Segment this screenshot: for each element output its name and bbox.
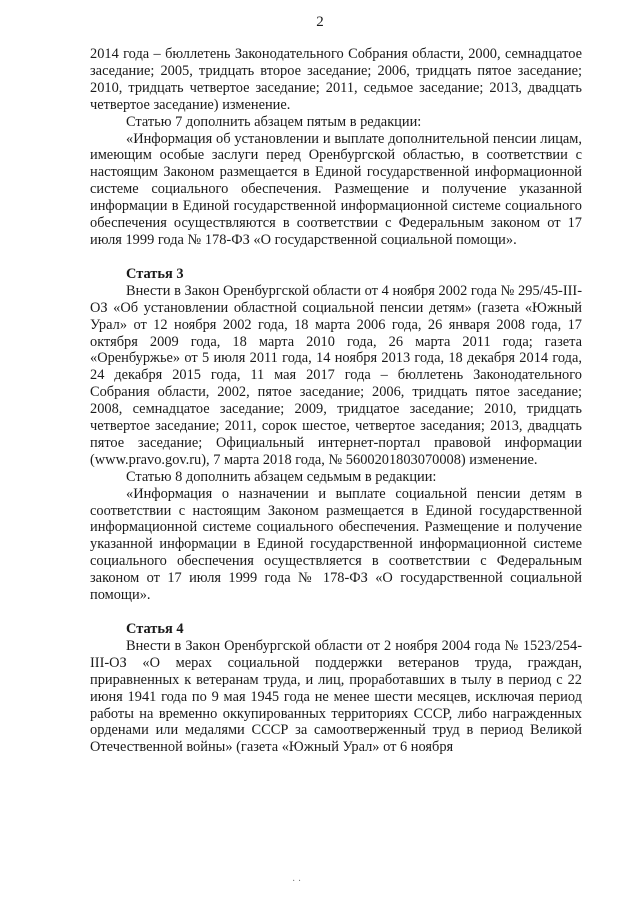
article-3-paragraph: Внести в Закон Оренбургской области от 4 ноября 2002 года № 295/45-III-ОЗ «Об установлении областной социальной пенсии детям» (газета «Южный Урал» от 12 ноября 2002 года, 18 марта 2006 года, 26 января 2008 года, 17 октября 2009 года, 18 марта 2010 года, 26 марта 2011 года; газета «Оренбуржье» от 5 июля 2011 года, 14 ноября 2013 года, 18 декабря 2014 года, 24 декабря 2015 года, 11 мая 2017 года – бюллетень Законодательного Собрания области, 2002, пятое заседание; 2006, тридцать пятое заседание; 2008, семнадцатое заседание; 2009, тридцатое заседание; 2010, тридцать четвертое заседание; 2011, сорок шестое, четвертое заседания; 2013, двадцать пятое заседание; Официальный интернет-портал правовой информации (www.pravo.gov.ru), 7 марта 2018 года, № 5600201803070008) изменение. bbox=[90, 282, 582, 468]
intro-amendment-instruction: Статью 7 дополнить абзацем пятым в редакции: bbox=[126, 113, 422, 130]
article-4-heading: Статья 4 bbox=[126, 621, 184, 637]
article-4-paragraph: Внести в Закон Оренбургской области от 2 ноября 2004 года № 1523/254-III-ОЗ «О мерах социальной поддержки ветеранов труда, граждан, приравненных к ветеранам труда, и лиц, проработавших в тылу в период с 22 июня 1941 года по 9 мая 1945 года не менее шести месяцев, исключая период работы на временно оккупированных территориях СССР, либо награжденных орденами или медалями СССР за самоотверженный труд в период Великой Отечественной войны» (газета «Южный Урал» от 6 ноября bbox=[90, 637, 582, 756]
document-body bbox=[90, 46, 582, 756]
page-number: 2 bbox=[316, 14, 324, 30]
intro-amendment-text: «Информация об установлении и выплате дополнительной пенсии лицам, имеющим особые заслуги перед Оренбургской областью, в соответствии с настоящим Законом размещается в Единой государственной информационной системе социального обеспечения. Размещение и получение указанной информации в Единой государственной информационной системе социального обеспечения осуществляются в соответствии с Федеральным законом от 17 июля 1999 года № 178-ФЗ «О государственной социальной помощи». bbox=[90, 130, 582, 248]
article-3-heading: Статья 3 bbox=[126, 265, 184, 282]
article-3-paragraph: «Информация о назначении и выплате социальной пенсии детям в соответствии с настоящим Законом размещается в Единой государственной информационной системе социального обеспечения. Размещение и получение указанной информации в Единой государственной информационной системе социального обеспечения осуществляется в соответствии с Федеральным законом от 17 июля 1999 года № 178-ФЗ «О государственной социальной помощи». bbox=[90, 485, 582, 604]
scan-speck: · · bbox=[292, 876, 302, 887]
article-3-paragraph: Статью 8 дополнить абзацем седьмым в редакции: bbox=[126, 468, 437, 485]
intro-continuation-paragraph: 2014 года – бюллетень Законодательного Собрания области, 2000, семнадцатое заседание; 2005, тридцать второе заседание; 2006, тридцать пятое заседание; 2010, тридцать четвертое заседание; 2011, седьмое заседание; 2013, двадцать четвертое заседание) изменение. bbox=[90, 46, 582, 113]
